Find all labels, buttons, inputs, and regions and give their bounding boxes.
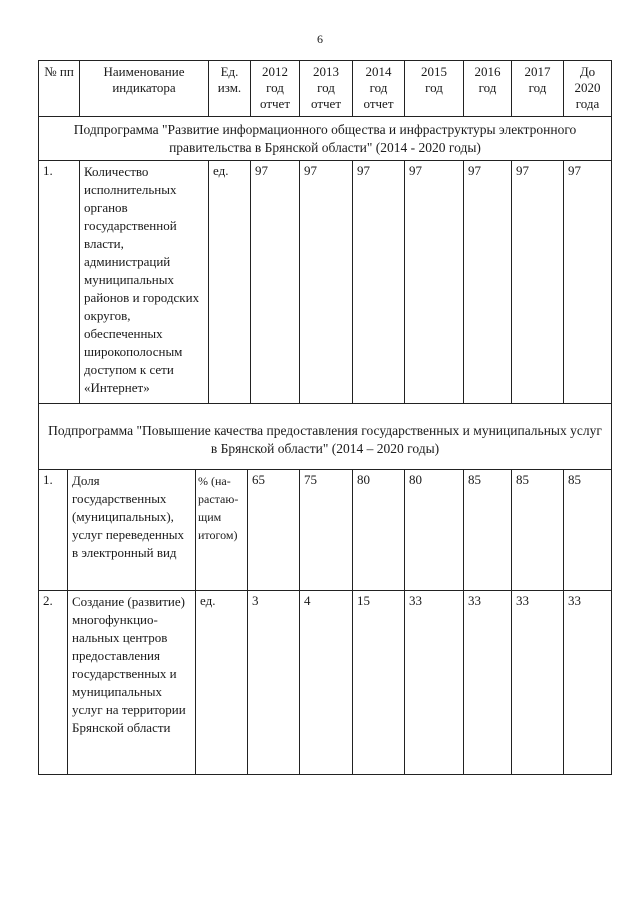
value-2015: 97 (404, 160, 464, 404)
value-2012: 97 (250, 160, 300, 404)
page-number: 6 (317, 32, 323, 46)
row-name: Количество исполнительных органов государственной власти, администраций муниципальных районов и городских округов, обеспеченных широкополосным доступом к сети «Интернет» (79, 160, 209, 404)
row-name: Доля государственных (муниципальных), услуг переведенных в электронный вид (67, 469, 196, 591)
value-2015: 80 (404, 469, 464, 591)
value-2012: 3 (247, 590, 300, 775)
value-2020: 85 (563, 469, 612, 591)
year-label: 2014 (365, 64, 392, 79)
value-2013: 97 (299, 160, 353, 404)
header-unit: Ед. изм. (208, 60, 251, 117)
header-year-2013 (299, 60, 353, 117)
header-num: № пп (38, 60, 80, 117)
header-year-2016 (463, 60, 512, 117)
value-2014: 15 (352, 590, 405, 775)
row-num: 1. (38, 160, 80, 404)
value-2016: 85 (463, 469, 512, 591)
value-2013: 4 (299, 590, 353, 775)
year-label: 2015 (421, 64, 447, 79)
row-unit: % (на-растаю-щим итогом) (195, 469, 248, 591)
year-note: года (575, 96, 600, 111)
year-note: год отчет (363, 80, 394, 111)
value-2017: 33 (511, 590, 564, 775)
value-2012: 65 (247, 469, 300, 591)
value-2013: 75 (299, 469, 353, 591)
header-year-2014 (352, 60, 405, 117)
value-2017: 85 (511, 469, 564, 591)
subprogram-2-title: Подпрограмма "Повышение качества предоставления государственных и муниципальных услуг в Брянской области" (2014 – 2020 годы) (38, 403, 612, 470)
row-unit: ед. (195, 590, 248, 775)
row-unit: ед. (208, 160, 251, 404)
year-note: год (425, 80, 443, 95)
value-2017: 97 (511, 160, 564, 404)
subprogram-1-title: Подпрограмма "Развитие информационного общества и инфраструктуры электронного правительства в Брянской области" (2014 - 2020 годы) (38, 116, 612, 161)
row-name: Создание (развитие) многофункцио-нальных центров предоставления государственных и муниципальных услуг на территории Брянской области (67, 590, 196, 775)
year-note: год отчет (260, 80, 290, 111)
value-2016: 33 (463, 590, 512, 775)
value-2014: 80 (352, 469, 405, 591)
year-label: 2013 (313, 64, 339, 79)
year-note: год (528, 80, 547, 95)
row-num: 1. (38, 469, 68, 591)
year-label: 2012 (262, 64, 288, 79)
year-note: год отчет (311, 80, 341, 111)
year-note: год (478, 80, 497, 95)
year-label: 2016 (474, 64, 501, 79)
value-2015: 33 (404, 590, 464, 775)
value-2016: 97 (463, 160, 512, 404)
row-num: 2. (38, 590, 68, 775)
year-label: До 2020 (574, 64, 601, 95)
year-label: 2017 (524, 64, 551, 79)
value-2014: 97 (352, 160, 405, 404)
header-year-2012 (250, 60, 300, 117)
header-year-2015 (404, 60, 464, 117)
value-2020: 33 (563, 590, 612, 775)
value-2020: 97 (563, 160, 612, 404)
header-name: Наименование индикатора (79, 60, 209, 117)
header-year-2020 (563, 60, 612, 117)
header-year-2017 (511, 60, 564, 117)
